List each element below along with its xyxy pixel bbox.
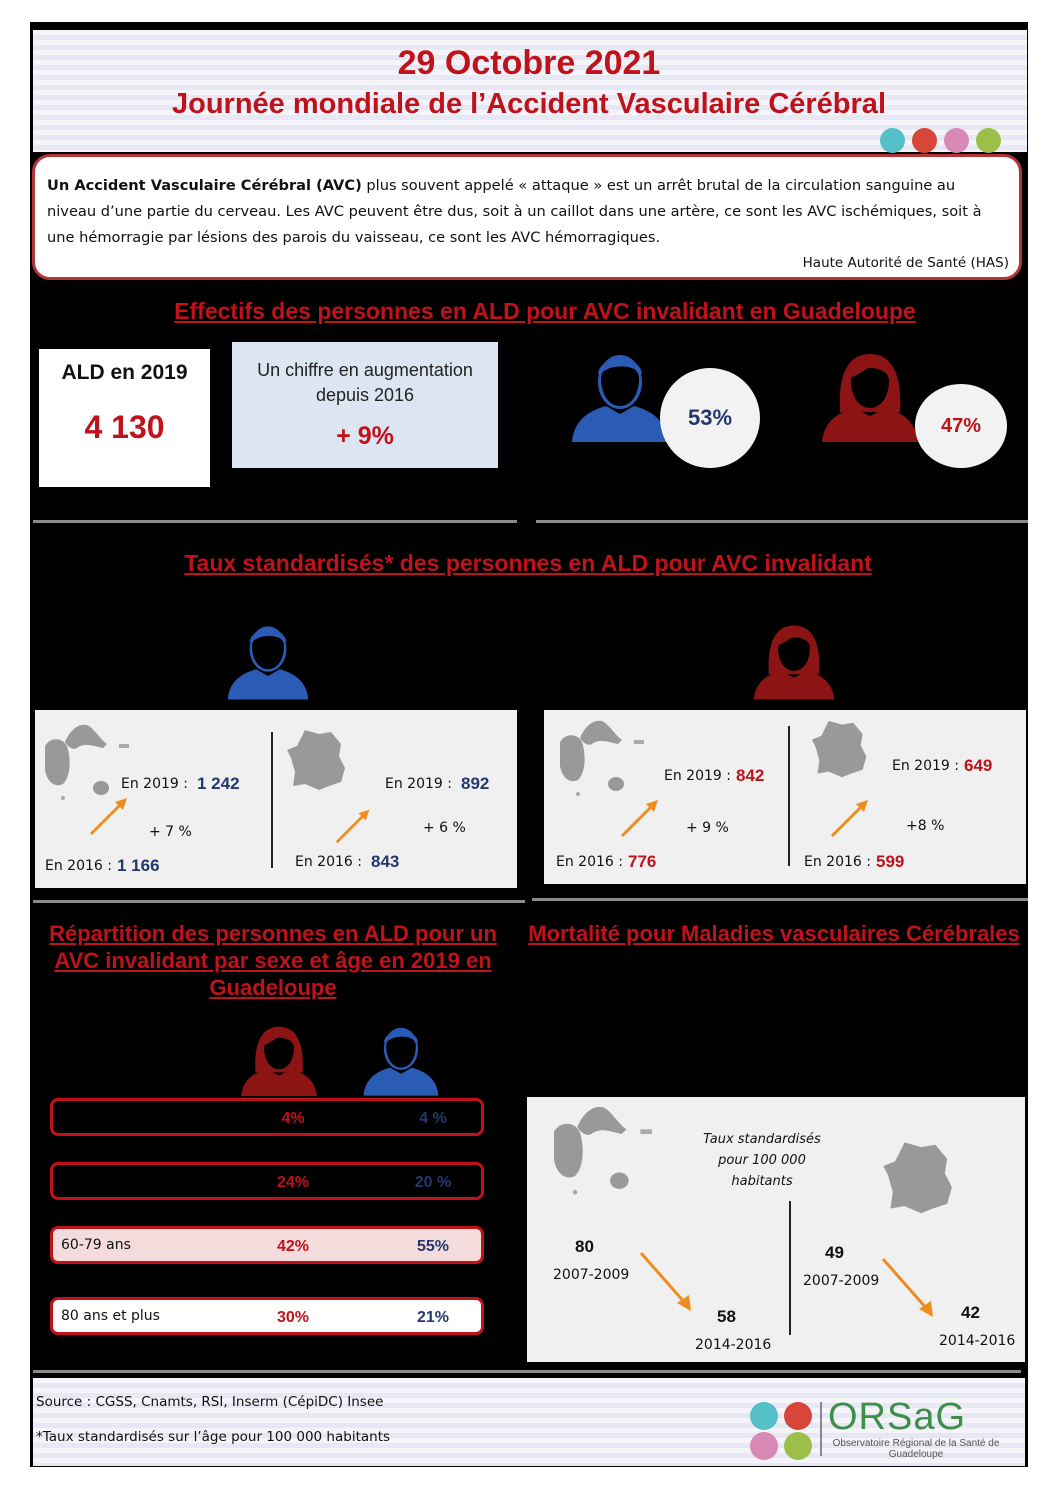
heart-icon (784, 1402, 812, 1430)
trend-text: Un chiffre en augmentation depuis 2016 (257, 360, 473, 405)
age-row (50, 1297, 484, 1335)
france-map-icon (881, 1139, 959, 1219)
male-icon (226, 620, 310, 700)
divider-left (33, 900, 525, 903)
age-row-label: 60-79 ans (61, 1237, 131, 1253)
men-fr-2016-value: 843 (371, 852, 400, 871)
mort-fr-p2: 2014-2016 (939, 1333, 1016, 1349)
ald-2019-value: 4 130 (84, 409, 165, 445)
definition-text (47, 173, 1007, 251)
trend-box (232, 342, 498, 468)
men-gp-change: + 7 % (149, 824, 192, 840)
definition-term: Un Accident Vasculaire Cérébral (AVC) (47, 177, 362, 194)
age-row-male: 20 % (414, 1174, 452, 1191)
logo-divider (820, 1402, 822, 1456)
male-icon (570, 348, 670, 442)
bar-chart-icon (750, 1432, 778, 1460)
guadeloupe-map-icon (556, 714, 648, 798)
female-icon (752, 620, 836, 700)
arrow-down-icon (879, 1255, 939, 1321)
orsag-logo-text: ORSaG (828, 1396, 967, 1438)
divider-right (536, 520, 1028, 523)
guadeloupe-map-icon (41, 718, 133, 802)
definition-body: plus souvent appelé « attaque » est un arrêt brutal de la circulation sanguine au niveau d’une partie du cerveau. Les AVC peuvent être dus, soit à un caillot dans une artère, ce sont les AVC ischémiques, soit à une hémorragie par lésions des parois du vaisseau, ce sont les AVC hémorragiques. (47, 177, 982, 246)
male-percent: 53% (660, 368, 760, 468)
men-fr-change: + 6 % (423, 820, 466, 836)
men-fr-2019-label: En 2019 : (385, 776, 452, 792)
definition-box (32, 154, 1022, 280)
age-row (50, 1162, 484, 1200)
panel-divider (788, 726, 790, 866)
taux-heading: Taux standardisés* des personnes en ALD pour AVC invalidant (184, 550, 872, 576)
men-gp-2019-label: En 2019 : (121, 776, 188, 792)
mortalite-heading: Mortalité pour Maladies vasculaires Cérébrales (528, 921, 1020, 946)
mort-gp-p1: 2007-2009 (553, 1267, 630, 1283)
mortality-panel (527, 1097, 1025, 1362)
age-row-male: 4 % (419, 1110, 447, 1127)
france-map-icon (810, 718, 872, 782)
arrow-up-icon (828, 796, 872, 840)
repartition-heading: Répartition des personnes en ALD pour un AVC invalidant par sexe et âge en 2019 en Guadeloupe (49, 921, 497, 1000)
mort-gp-v2: 58 (717, 1307, 736, 1326)
age-row-male: 21% (416, 1309, 450, 1326)
men-rates-panel (35, 710, 517, 888)
mort-fr-p1: 2007-2009 (803, 1273, 880, 1289)
guadeloupe-map-icon (543, 1099, 663, 1197)
mort-gp-p2: 2014-2016 (695, 1337, 772, 1353)
women-gp-change: + 9 % (686, 820, 729, 836)
women-fr-2016-label: En 2016 : (804, 854, 871, 870)
women-fr-2016-value: 599 (876, 852, 905, 871)
france-map-icon (285, 728, 351, 794)
age-row-female: 4% (281, 1110, 305, 1127)
arrow-up-icon (331, 806, 375, 846)
women-gp-2016-value: 776 (628, 852, 657, 871)
women-gp-2019-label: En 2019 : (664, 768, 731, 784)
arrow-down-icon (637, 1249, 697, 1315)
age-row-male: 55% (416, 1238, 450, 1255)
female-icon (820, 348, 920, 442)
age-row (50, 1098, 484, 1136)
decor-dot-teal (880, 128, 905, 153)
mort-fr-v2: 42 (961, 1303, 980, 1322)
divider-right (532, 898, 1028, 901)
female-icon (238, 1022, 320, 1096)
ald-2019-box (39, 349, 210, 487)
age-row (50, 1226, 484, 1264)
female-percent: 47% (915, 384, 1007, 468)
decor-dot-red (912, 128, 937, 153)
age-row-label: 80 ans et plus (61, 1308, 160, 1324)
women-fr-2019-label: En 2019 : (892, 758, 959, 774)
men-fr-2016-label: En 2016 : (295, 854, 362, 870)
search-icon (750, 1402, 778, 1430)
arrow-up-icon (618, 796, 662, 840)
divider-left (33, 520, 517, 523)
page-title: Journée mondiale de l’Accident Vasculaire Cérébral (172, 88, 886, 120)
men-gp-2016-value: 1 166 (117, 856, 160, 875)
age-row-female: 24% (276, 1174, 310, 1191)
page-date: 29 Octobre 2021 (397, 44, 661, 82)
men-fr-2019-value: 892 (461, 774, 490, 793)
men-gp-2016-label: En 2016 : (45, 858, 112, 874)
orsag-logo-subtitle: Observatoire Régional de la Santé de Guadeloupe (832, 1438, 1000, 1460)
mort-fr-v1: 49 (825, 1243, 844, 1262)
age-row-female: 30% (276, 1309, 310, 1326)
definition-source: Haute Autorité de Santé (HAS) (802, 255, 1009, 271)
women-gp-2019-value: 842 (736, 766, 765, 785)
women-rates-panel (544, 710, 1026, 884)
mortality-note: Taux standardisés pour 100 000 habitants (703, 1132, 821, 1189)
footer-divider (33, 1370, 1021, 1373)
men-gp-2019-value: 1 242 (197, 774, 240, 793)
age-row-female: 42% (276, 1238, 310, 1255)
male-icon (362, 1022, 440, 1096)
women-fr-change: +8 % (906, 818, 945, 834)
effectifs-heading: Effectifs des personnes en ALD pour AVC invalidant en Guadeloupe (174, 298, 916, 324)
panel-divider (789, 1201, 791, 1335)
decor-dot-green (976, 128, 1001, 153)
orsag-logo-icons (750, 1402, 812, 1460)
mort-gp-v1: 80 (575, 1237, 594, 1256)
women-gp-2016-label: En 2016 : (556, 854, 623, 870)
people-icon (784, 1432, 812, 1460)
footer-note: *Taux standardisés sur l’âge pour 100 000 habitants (36, 1429, 391, 1445)
ald-2019-label: ALD en 2019 (61, 361, 188, 384)
trend-value: + 9% (336, 422, 394, 450)
decor-dot-pink (944, 128, 969, 153)
arrow-up-icon (87, 794, 131, 838)
footer-source: Source : CGSS, Cnamts, RSI, Inserm (CépiDC) Insee (36, 1394, 384, 1410)
women-fr-2019-value: 649 (964, 756, 993, 775)
panel-divider (271, 732, 273, 868)
